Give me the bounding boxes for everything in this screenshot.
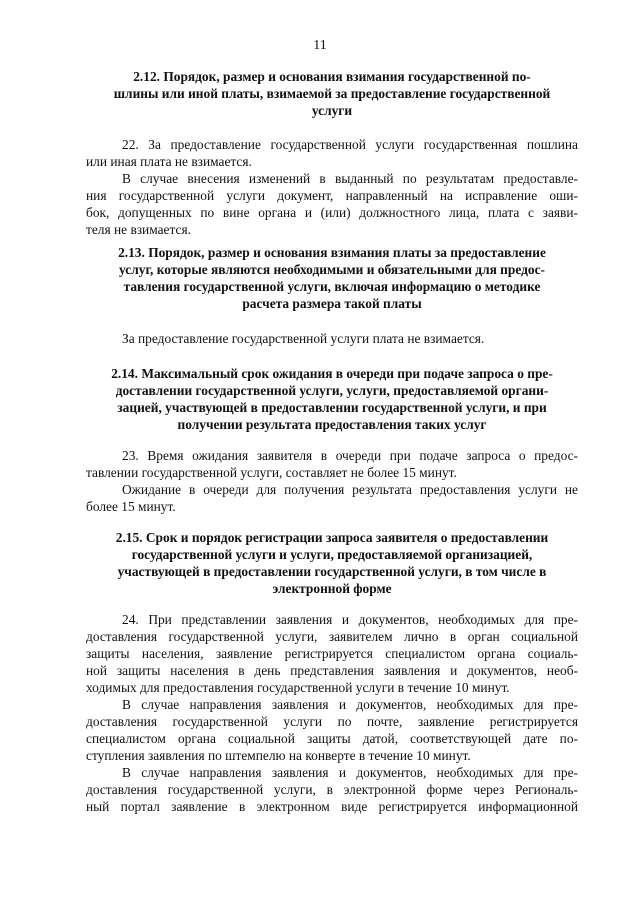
heading-line: тавления государственной услуги, включая информацию о методике <box>123 279 541 294</box>
text-line: В случае внесения изменений в выданный по результатам предоставле- <box>122 171 578 186</box>
section-heading-2-14 <box>86 365 578 433</box>
text-line: Ожидание в очереди для получения результата предоставления услуги не <box>122 482 578 497</box>
paragraph-2-12-b <box>86 170 578 238</box>
text-line: В случае направления заявления и документов, необходимых для пре- <box>122 765 578 780</box>
section-heading-2-13 <box>86 244 578 312</box>
text-line: или иная плата не взимается. <box>86 154 252 169</box>
text-line: специалистом органа социальной защиты датой, соответствующей дате по- <box>86 731 578 746</box>
heading-line: 2.15. Срок и порядок регистрации запроса заявителя о предоставлении <box>115 530 549 545</box>
heading-line: государственной услуги и услуги, предоставляемой организацией, <box>131 547 533 562</box>
heading-line: 2.13. Порядок, размер и основания взимания платы за предоставление <box>118 245 546 260</box>
text-line: теля не взимается. <box>86 222 191 237</box>
text-line: доставления государственной услуги, заявителем лично в орган социальной <box>86 629 578 644</box>
paragraph-2-14-b <box>86 481 578 515</box>
paragraph-2-15-c <box>86 764 578 815</box>
heading-line: доставлении государственной услуги, услуги, предоставляемой органи- <box>115 383 549 398</box>
text-line: доставления государственной услуги, в электронной форме через Региональ- <box>86 782 578 797</box>
heading-line: зацией, участвующей в предоставлении государственной услуги, и при <box>117 400 547 415</box>
text-line: ный портал заявление в электронном виде регистрируется информационной <box>86 799 578 814</box>
text-line: бок, допущенных по вине органа и (или) должностного лица, плата с заяви- <box>86 205 578 220</box>
text-line: защиты населения, заявление регистрируется специалистом органа социаль- <box>86 646 578 661</box>
text-line: 23. Время ожидания заявителя в очереди при подаче запроса о предос- <box>122 448 578 463</box>
text-line: За предоставление государственной услуги плата не взимается. <box>122 331 485 346</box>
section-heading-2-12 <box>86 68 578 119</box>
heading-line: услуги <box>311 103 353 118</box>
paragraph-22 <box>86 136 578 170</box>
heading-line: 2.14. Максимальный срок ожидания в очереди при подаче запроса о пре- <box>111 366 553 381</box>
text-line: 24. При представлении заявления и документов, необходимых для пре- <box>122 612 578 627</box>
heading-line: получении результата предоставления таких услуг <box>177 417 487 432</box>
heading-line: электронной форме <box>272 581 392 596</box>
heading-line: шлины или иной платы, взимаемой за предоставление государственной <box>113 86 551 101</box>
text-line: ходимых для предоставления государственной услуги в течение 10 минут. <box>86 680 510 695</box>
heading-line: 2.12. Порядок, размер и основания взимания государственной по- <box>133 69 531 84</box>
text-line: 22. За предоставление государственной услуги государственная пошлина <box>122 137 578 152</box>
page-number: 11 <box>313 38 327 53</box>
heading-line: расчета размера такой платы <box>242 296 422 311</box>
text-line: тавлении государственной услуги, составляет не более 15 минут. <box>86 465 457 480</box>
text-line: ной защиты населения в день представления заявления и документов, необ- <box>86 663 578 678</box>
text-line: доставления государственной услуги по почте, заявление регистрируется <box>86 714 578 729</box>
heading-line: участвующей в предоставлении государственной услуги, в том числе в <box>117 564 547 579</box>
heading-line: услуг, которые являются необходимыми и обязательными для предос- <box>119 262 545 277</box>
text-line: ния государственной услуги документ, направленный на исправление оши- <box>86 188 578 203</box>
section-heading-2-15 <box>86 529 578 597</box>
paragraph-2-15-b <box>86 696 578 764</box>
paragraph-23 <box>86 447 578 481</box>
paragraph-24 <box>86 611 578 696</box>
text-line: более 15 минут. <box>86 499 176 514</box>
text-line: ступления заявления по штемпелю на конверте в течение 10 минут. <box>86 748 471 763</box>
text-line: В случае направления заявления и документов, необходимых для пре- <box>122 697 578 712</box>
paragraph-2-13 <box>86 330 578 347</box>
